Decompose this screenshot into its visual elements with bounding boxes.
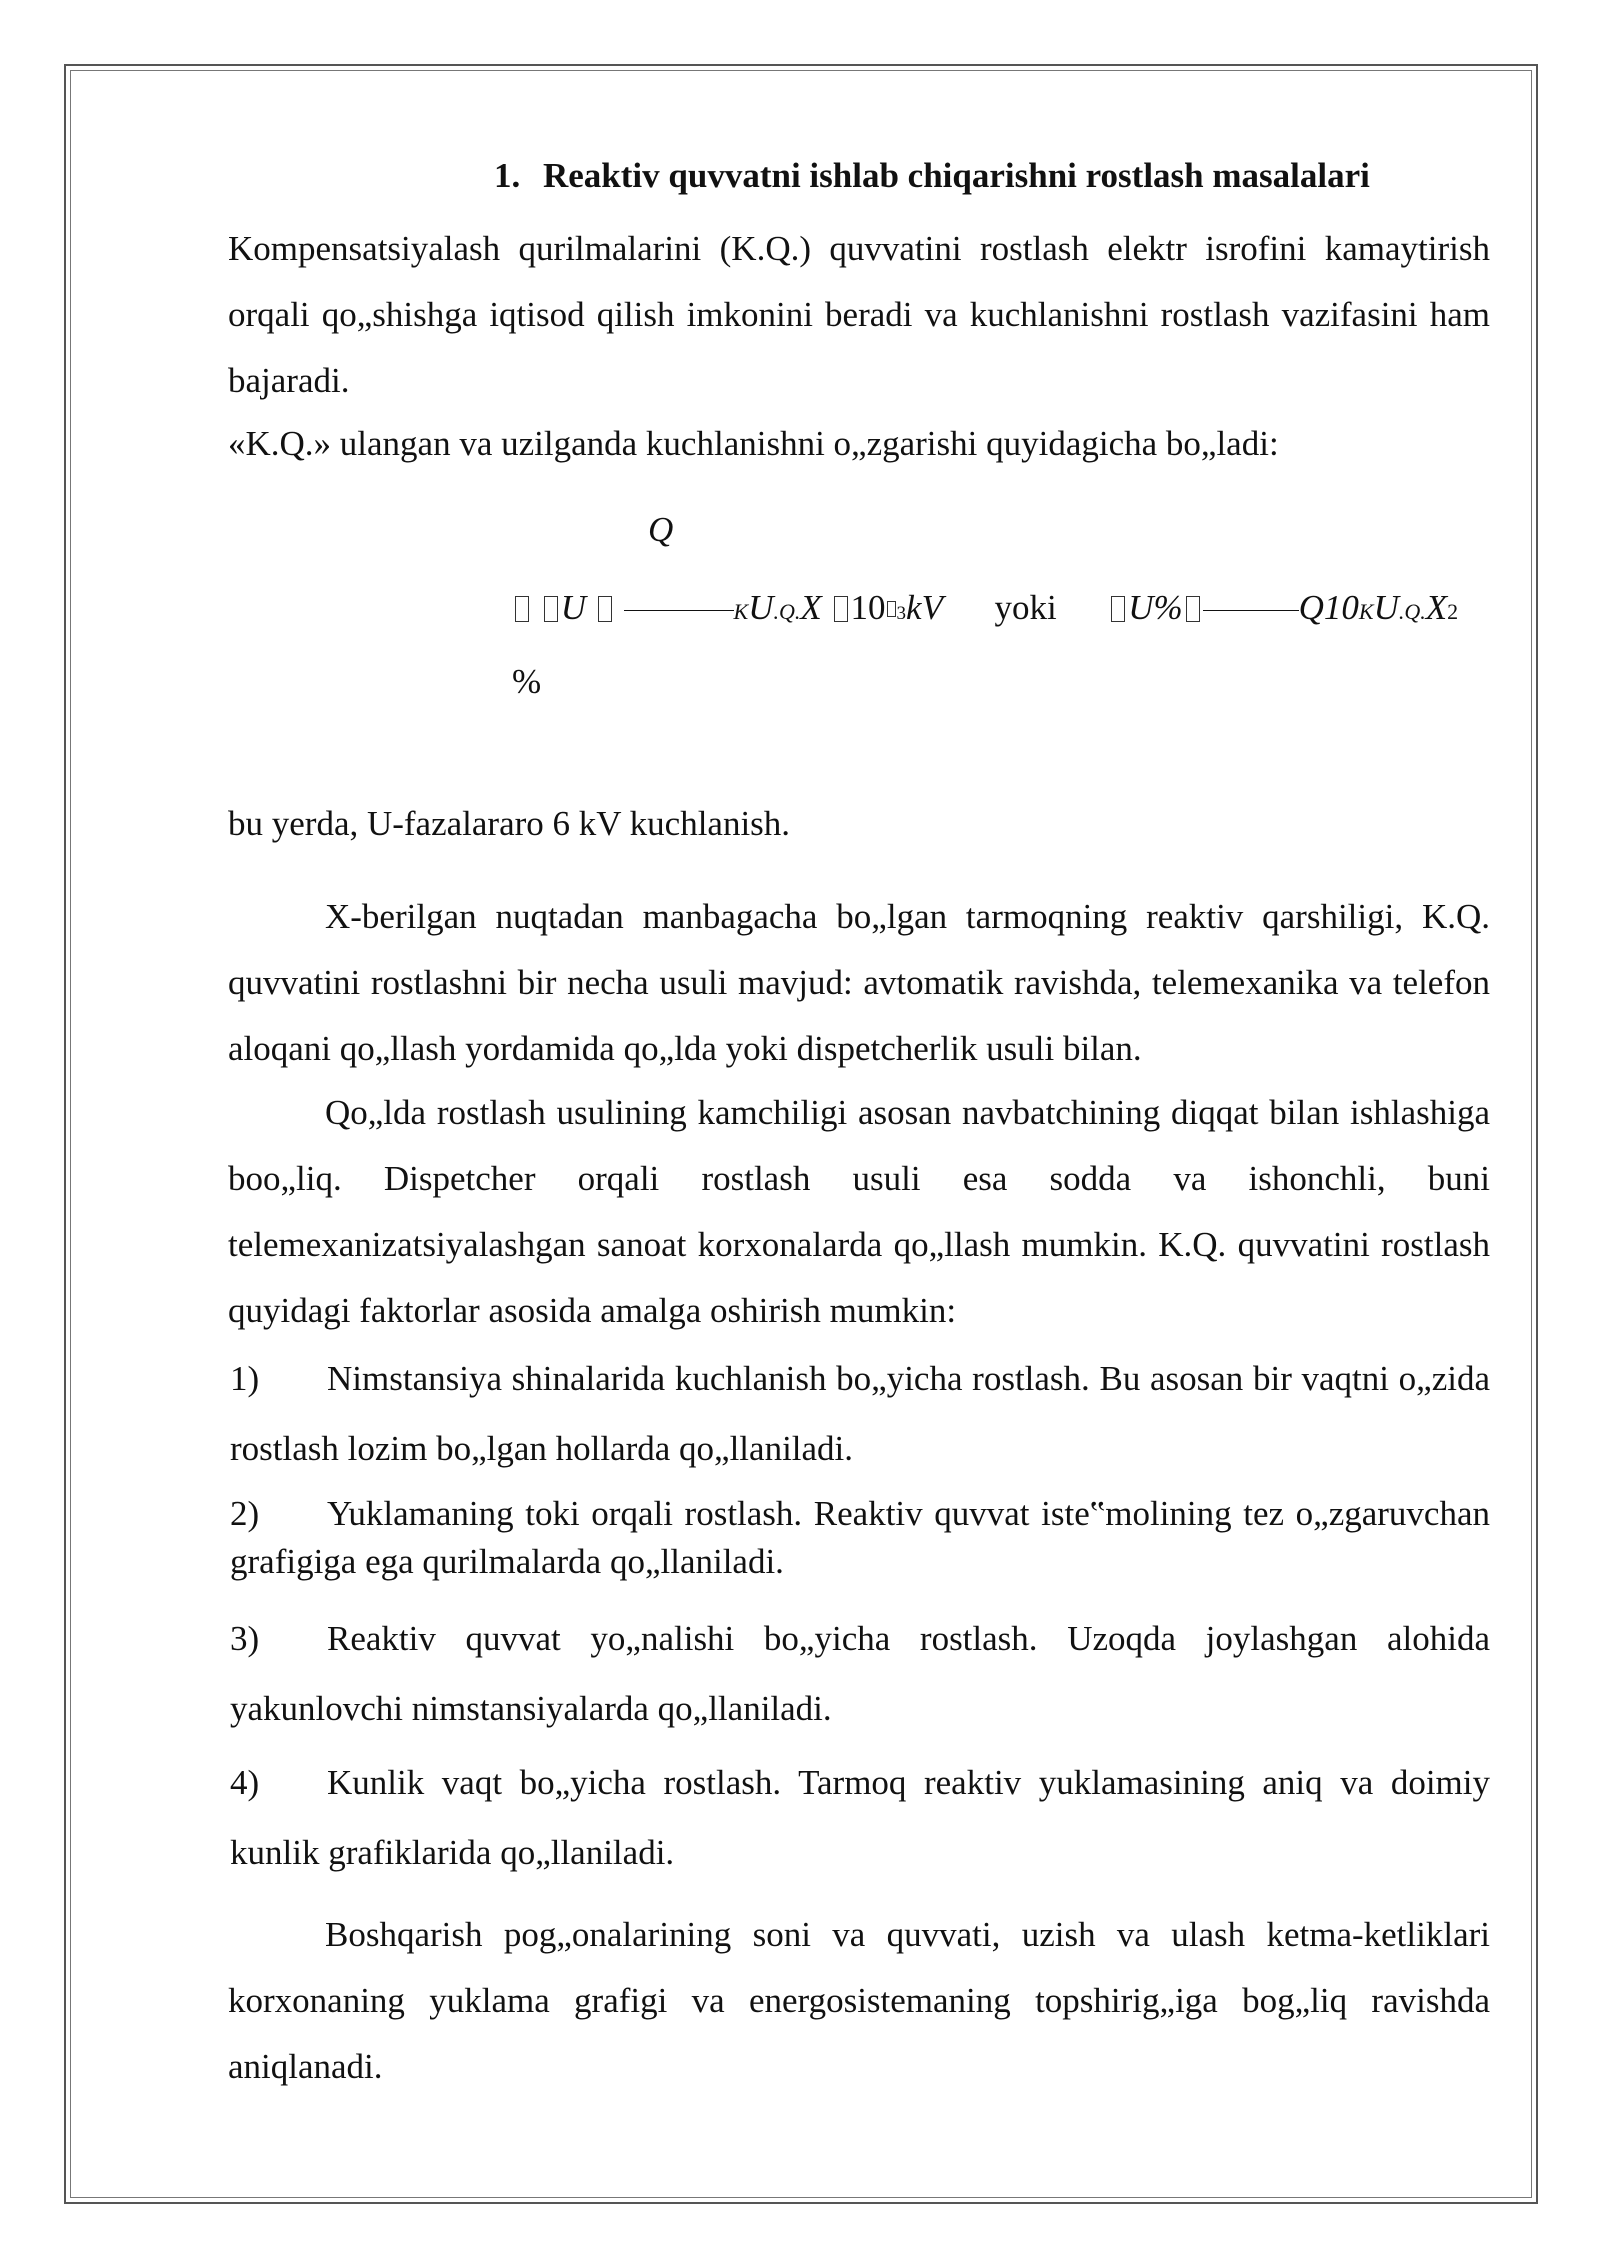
list-text: Kunlik vaqt bo„yicha rostlash. Tarmoq reaktiv yuklamasining aniq va doimiy kunlik grafiklarida qo„llaniladi. bbox=[230, 1763, 1490, 1872]
symbol-glyph bbox=[834, 596, 848, 622]
formula-exp: 3 bbox=[896, 603, 907, 624]
formula-u-q: U bbox=[748, 588, 774, 627]
list-marker: 1) bbox=[230, 1359, 260, 1398]
fraction-line bbox=[624, 610, 734, 611]
formula-sub-k2: K bbox=[1358, 599, 1374, 624]
heading-number: 1. bbox=[494, 156, 521, 195]
formula-x: X bbox=[800, 588, 822, 627]
list-item bbox=[230, 1490, 1490, 1586]
paragraph-closing: Boshqarish pog„onalarining soni va quvvati, uzish va ulash ketma-ketliklari korxonaning yuklama grafigi va energosistemaning topshirig„iga bog„liq ravishda aniqlanadi. bbox=[228, 1915, 1490, 2086]
list-item bbox=[230, 1748, 1490, 1888]
paragraph-methods: X-berilgan nuqtadan manbagacha bo„lgan tarmoqning reaktiv qarshiligi, K.Q. quvvatini rostlashni bir necha usuli mavjud: avtomatik ravishda, telemexanika va telefon aloqani qo„llash yordamida qo„lda yoki dispetcherlik usuli bilan. bbox=[228, 897, 1490, 1068]
formula-sub-q2: .Q. bbox=[1398, 599, 1426, 624]
list-text: Reaktiv quvvat yo„nalishi bo„yicha rostlash. Uzoqda joylashgan alohida yakunlovchi nimstansiyalarda qo„llaniladi. bbox=[230, 1619, 1490, 1728]
formula-unit: kV bbox=[906, 588, 943, 627]
symbol-glyph bbox=[598, 596, 612, 622]
formula-sub-q: .Q. bbox=[773, 599, 801, 624]
list-item bbox=[230, 1344, 1490, 1484]
formula-u-percent: U% bbox=[1128, 588, 1183, 627]
paragraph-intro: Kompensatsiyalash qurilmalarini (K.Q.) quvvatini rostlash elektr isrofini kamaytirish orqali qo„shishga iqtisod qilish imkonini beradi va kuchlanishni rostlash vazifasini ham bajaradi. bbox=[228, 229, 1490, 400]
list-item bbox=[230, 1604, 1490, 1744]
formula-numerator: Q bbox=[648, 510, 674, 549]
list-marker: 4) bbox=[230, 1763, 260, 1802]
formula-line bbox=[512, 588, 1458, 628]
formula-u-q2: U bbox=[1373, 588, 1399, 627]
heading-title: Reaktiv quvvatni ishlab chiqarishni rostlash masalalari bbox=[543, 156, 1370, 195]
formula-ten: 10 bbox=[850, 588, 886, 627]
formula-square: 2 bbox=[1447, 599, 1459, 624]
paragraph-definition: bu yerda, U-fazalararo 6 kV kuchlanish. bbox=[228, 804, 791, 843]
list-marker: 3) bbox=[230, 1619, 260, 1658]
section-heading bbox=[494, 150, 1370, 202]
formula-q10: Q10 bbox=[1298, 588, 1359, 627]
symbol-glyph bbox=[544, 596, 558, 622]
paragraph-formula-intro: «K.Q.» ulangan va uzilganda kuchlanishni o„zgarishi quyidagicha bo„ladi: bbox=[228, 424, 1279, 463]
symbol-glyph bbox=[515, 596, 529, 622]
formula-x2: X bbox=[1425, 588, 1448, 627]
list-text: Yuklamaning toki orqali rostlash. Reaktiv quvvat iste‟molining tez o„zgaruvchan grafigiga ega qurilmalarda qo„llaniladi. bbox=[230, 1494, 1490, 1581]
symbol-glyph bbox=[887, 601, 896, 617]
paragraph-manual: Qo„lda rostlash usulining kamchiligi asosan navbatchining diqqat bilan ishlashiga boo„liq. Dispetcher orqali rostlash usuli esa sodda va ishonchli, buni telemexanizatsiyalashgan sanoat korxonalarda qo„llash mumkin. K.Q. quvvatini rostlash quyidagi faktorlar asosida amalga oshirish mumkin: bbox=[228, 1093, 1490, 1330]
symbol-glyph bbox=[1111, 596, 1125, 622]
list-text: Nimstansiya shinalarida kuchlanish bo„yicha rostlash. Bu asosan bir vaqtni o„zida rostlash lozim bo„lgan hollarda qo„llaniladi. bbox=[230, 1359, 1490, 1468]
symbol-glyph bbox=[1186, 596, 1200, 622]
fraction-line bbox=[1203, 610, 1299, 611]
formula-percent: % bbox=[512, 662, 542, 701]
formula-delta-u: U bbox=[560, 588, 587, 627]
list-marker: 2) bbox=[230, 1494, 260, 1533]
formula-yoki: yoki bbox=[994, 588, 1057, 627]
formula-sub-k: K bbox=[733, 599, 749, 624]
